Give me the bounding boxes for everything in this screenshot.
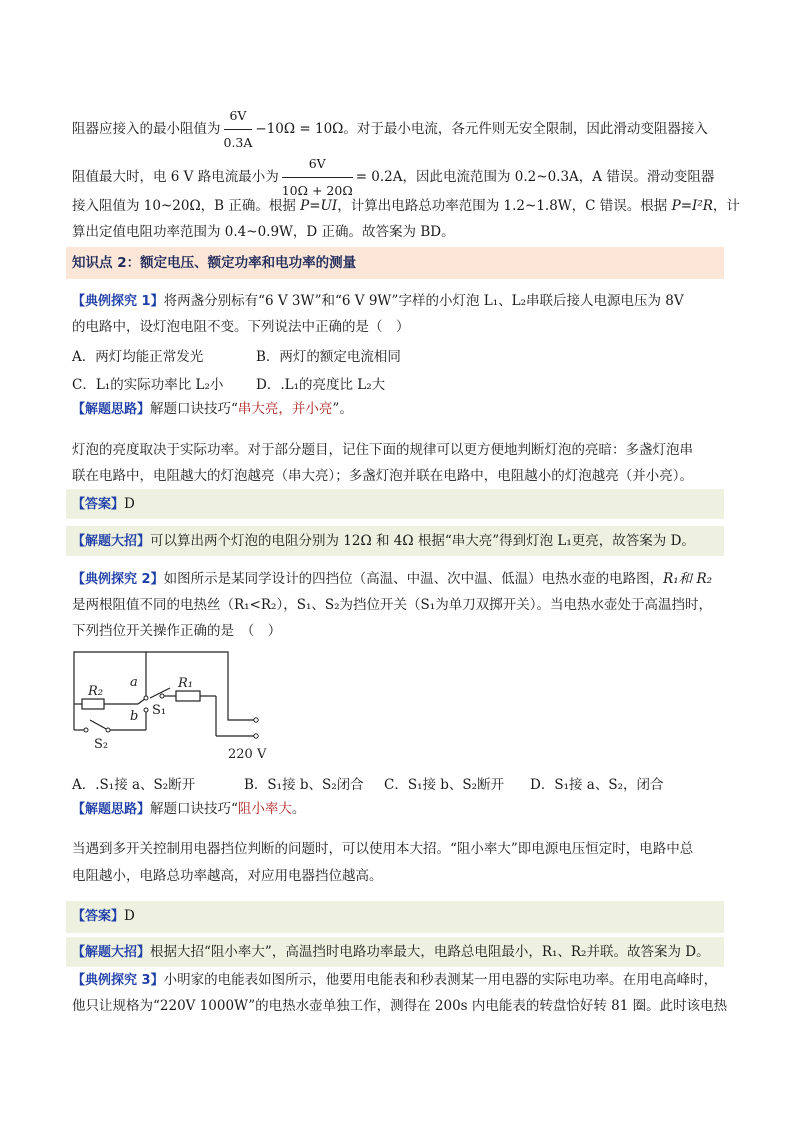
option-b: B．两灯的额定电流相同	[256, 349, 401, 365]
example-2-explain-2: 电阻越小，电路总功率越高，对应用电器挡位越高。	[72, 868, 383, 884]
example-2-explain-1: 当遇到多开关控制用电器挡位判断的问题时，可以使用本大招。“阻小率大”即电源电压恒定时，电路中总	[72, 841, 694, 857]
answer-label: 【答案】	[72, 909, 125, 924]
terminal-b-label: b	[130, 709, 139, 724]
option-b: B．S₁接 b、S₂闭合	[244, 777, 364, 793]
mnemonic: 串大亮，并小亮	[237, 401, 333, 417]
knowledge-point-title: 知识点 2：额定电压、额定功率和电功率的测量	[72, 255, 357, 271]
r2-label: R₂	[88, 684, 103, 699]
example-2-line-2: 是两根阻值不同的电热丝（R₁<R₂），S₁、S₂为挡位开关（S₁为单刀双掷开关）。当电热水壶处于高温挡时，	[72, 597, 712, 613]
text: = 0.2A，因此电流范围为 0.2~0.3A，A 错误。滑动变阻器	[355, 169, 715, 185]
example-label: 【典例探究 2】	[72, 572, 164, 587]
fraction-numerator: 6V	[282, 152, 353, 178]
option-d: D．S₁接 a、S₂，闭合	[530, 777, 664, 793]
example-1-explain-2: 联在电路中，电阻越大的灯泡越亮（串大亮）；多盏灯泡并联在电路中，电阻越小的灯泡越亮（并小亮）。	[72, 468, 693, 484]
text: ，计算出电路总功率范围为 1.2~1.8W，C 错误。根据	[337, 198, 672, 214]
option-d: D．.L₁的亮度比 L₂大	[256, 377, 386, 393]
example-1-explain-1: 灯泡的亮度取决于实际功率。对于部分题目，记住下面的规律可以更方便地判断灯泡的亮暗：多盏灯泡串	[72, 442, 693, 458]
example-1-line-1	[72, 291, 684, 312]
terminal-a-label: a	[130, 675, 138, 690]
s2-label: S₂	[94, 737, 109, 752]
answer-value: D	[124, 908, 135, 924]
example-1-trick	[72, 531, 695, 552]
text: 如图所示是某同学设计的四挡位（高温、中温、次中温、低温）电热水壶的电路图，	[163, 571, 664, 587]
option-c: C．S₁接 b、S₂断开	[384, 777, 505, 793]
fraction-denominator: 0.3A	[223, 135, 253, 150]
text: 阻值最大时，电 6 V 路电流最小为	[72, 169, 279, 185]
text: 解题口诀技巧“	[150, 801, 238, 817]
text: 将两盏分别标有“6 V 3W”和“6 V 9W”字样的小灯泡 L₁、L₂串联后接人电源电压为 8V	[163, 293, 684, 309]
para-line-4: 算出定值电阻功率范围为 0.4~0.9W，D 正确。故答案为 BD。	[72, 224, 455, 240]
r1-label: R₁	[178, 676, 193, 691]
mnemonic: 阻小率大	[237, 801, 292, 817]
think-label: 【解题思路】	[72, 402, 151, 417]
example-label: 【典例探究 3】	[72, 973, 164, 988]
text: 接入阻值为 10~20Ω，B 正确。根据	[72, 198, 301, 214]
example-2-trick	[72, 942, 710, 963]
answer-label: 【答案】	[72, 497, 125, 512]
formula: P=UI	[300, 198, 338, 214]
circuit-diagram	[66, 648, 276, 760]
text: R₁和 R₂	[663, 571, 713, 587]
s1-label: S₁	[152, 703, 167, 718]
text: ，计	[712, 198, 740, 214]
think-label: 【解题思路】	[72, 802, 151, 817]
example-3-line-2: 他只让规格为“220V 1000W”的电热水壶单独工作，测得在 200s 内电能表的转盘恰好转 81 圈。此时该电热	[72, 998, 728, 1014]
para-line-3	[72, 196, 740, 216]
text: −10Ω = 10Ω	[255, 121, 344, 137]
example-1-answer	[72, 494, 135, 515]
example-1-line-2: 的电路中，设灯泡电阻不变。下列说法中正确的是（ ）	[72, 319, 410, 335]
example-2-line-1	[72, 569, 712, 590]
para-line-1	[72, 104, 708, 155]
text: 阻器应接入的最小阻值为	[72, 121, 221, 137]
example-3-line-1	[72, 970, 717, 991]
example-2-think	[72, 799, 305, 820]
text: 根据大招“阻小率大”，高温挡时电路功率最大，电路总电阻最小，R₁、R₂并联。故答案为 D。	[150, 944, 710, 960]
answer-band	[66, 489, 724, 519]
option-a: A．.S₁接 a、S₂断开	[72, 777, 196, 793]
text: 。	[291, 801, 306, 817]
text: 解题口诀技巧“	[150, 401, 238, 417]
option-c: C．L₁的实际功率比 L₂小	[72, 377, 224, 393]
trick-label: 【解题大招】	[72, 534, 151, 549]
voltage-label: 220 V	[228, 747, 267, 760]
answer-value: D	[124, 496, 135, 512]
example-2-answer	[72, 906, 135, 927]
trick-label: 【解题大招】	[72, 945, 151, 960]
text: 。对于最小电流，各元件则无安全限制，因此滑动变阻器接入	[343, 121, 708, 137]
example-label: 【典例探究 1】	[72, 294, 164, 309]
text: ”。	[332, 401, 353, 417]
example-1-think	[72, 399, 353, 420]
fraction-1	[224, 104, 253, 155]
answer-band	[66, 901, 724, 933]
text: 可以算出两个灯泡的电阻分别为 12Ω 和 4Ω 根据“串大亮”得到灯泡 L₁更亮，故答案为 D。	[150, 533, 695, 549]
fraction-numerator: 6V	[224, 104, 253, 130]
option-a: A．两灯均能正常发光	[72, 349, 204, 365]
formula: P=I²R	[671, 198, 713, 214]
fraction-denominator: 10Ω + 20Ω	[281, 183, 353, 198]
text: 小明家的电能表如图所示，他要用电能表和秒表测某一用电器的实际电功率。在用电高峰时，	[163, 972, 718, 988]
example-2-line-3: 下列挡位开关操作正确的是 （ ）	[72, 623, 282, 639]
